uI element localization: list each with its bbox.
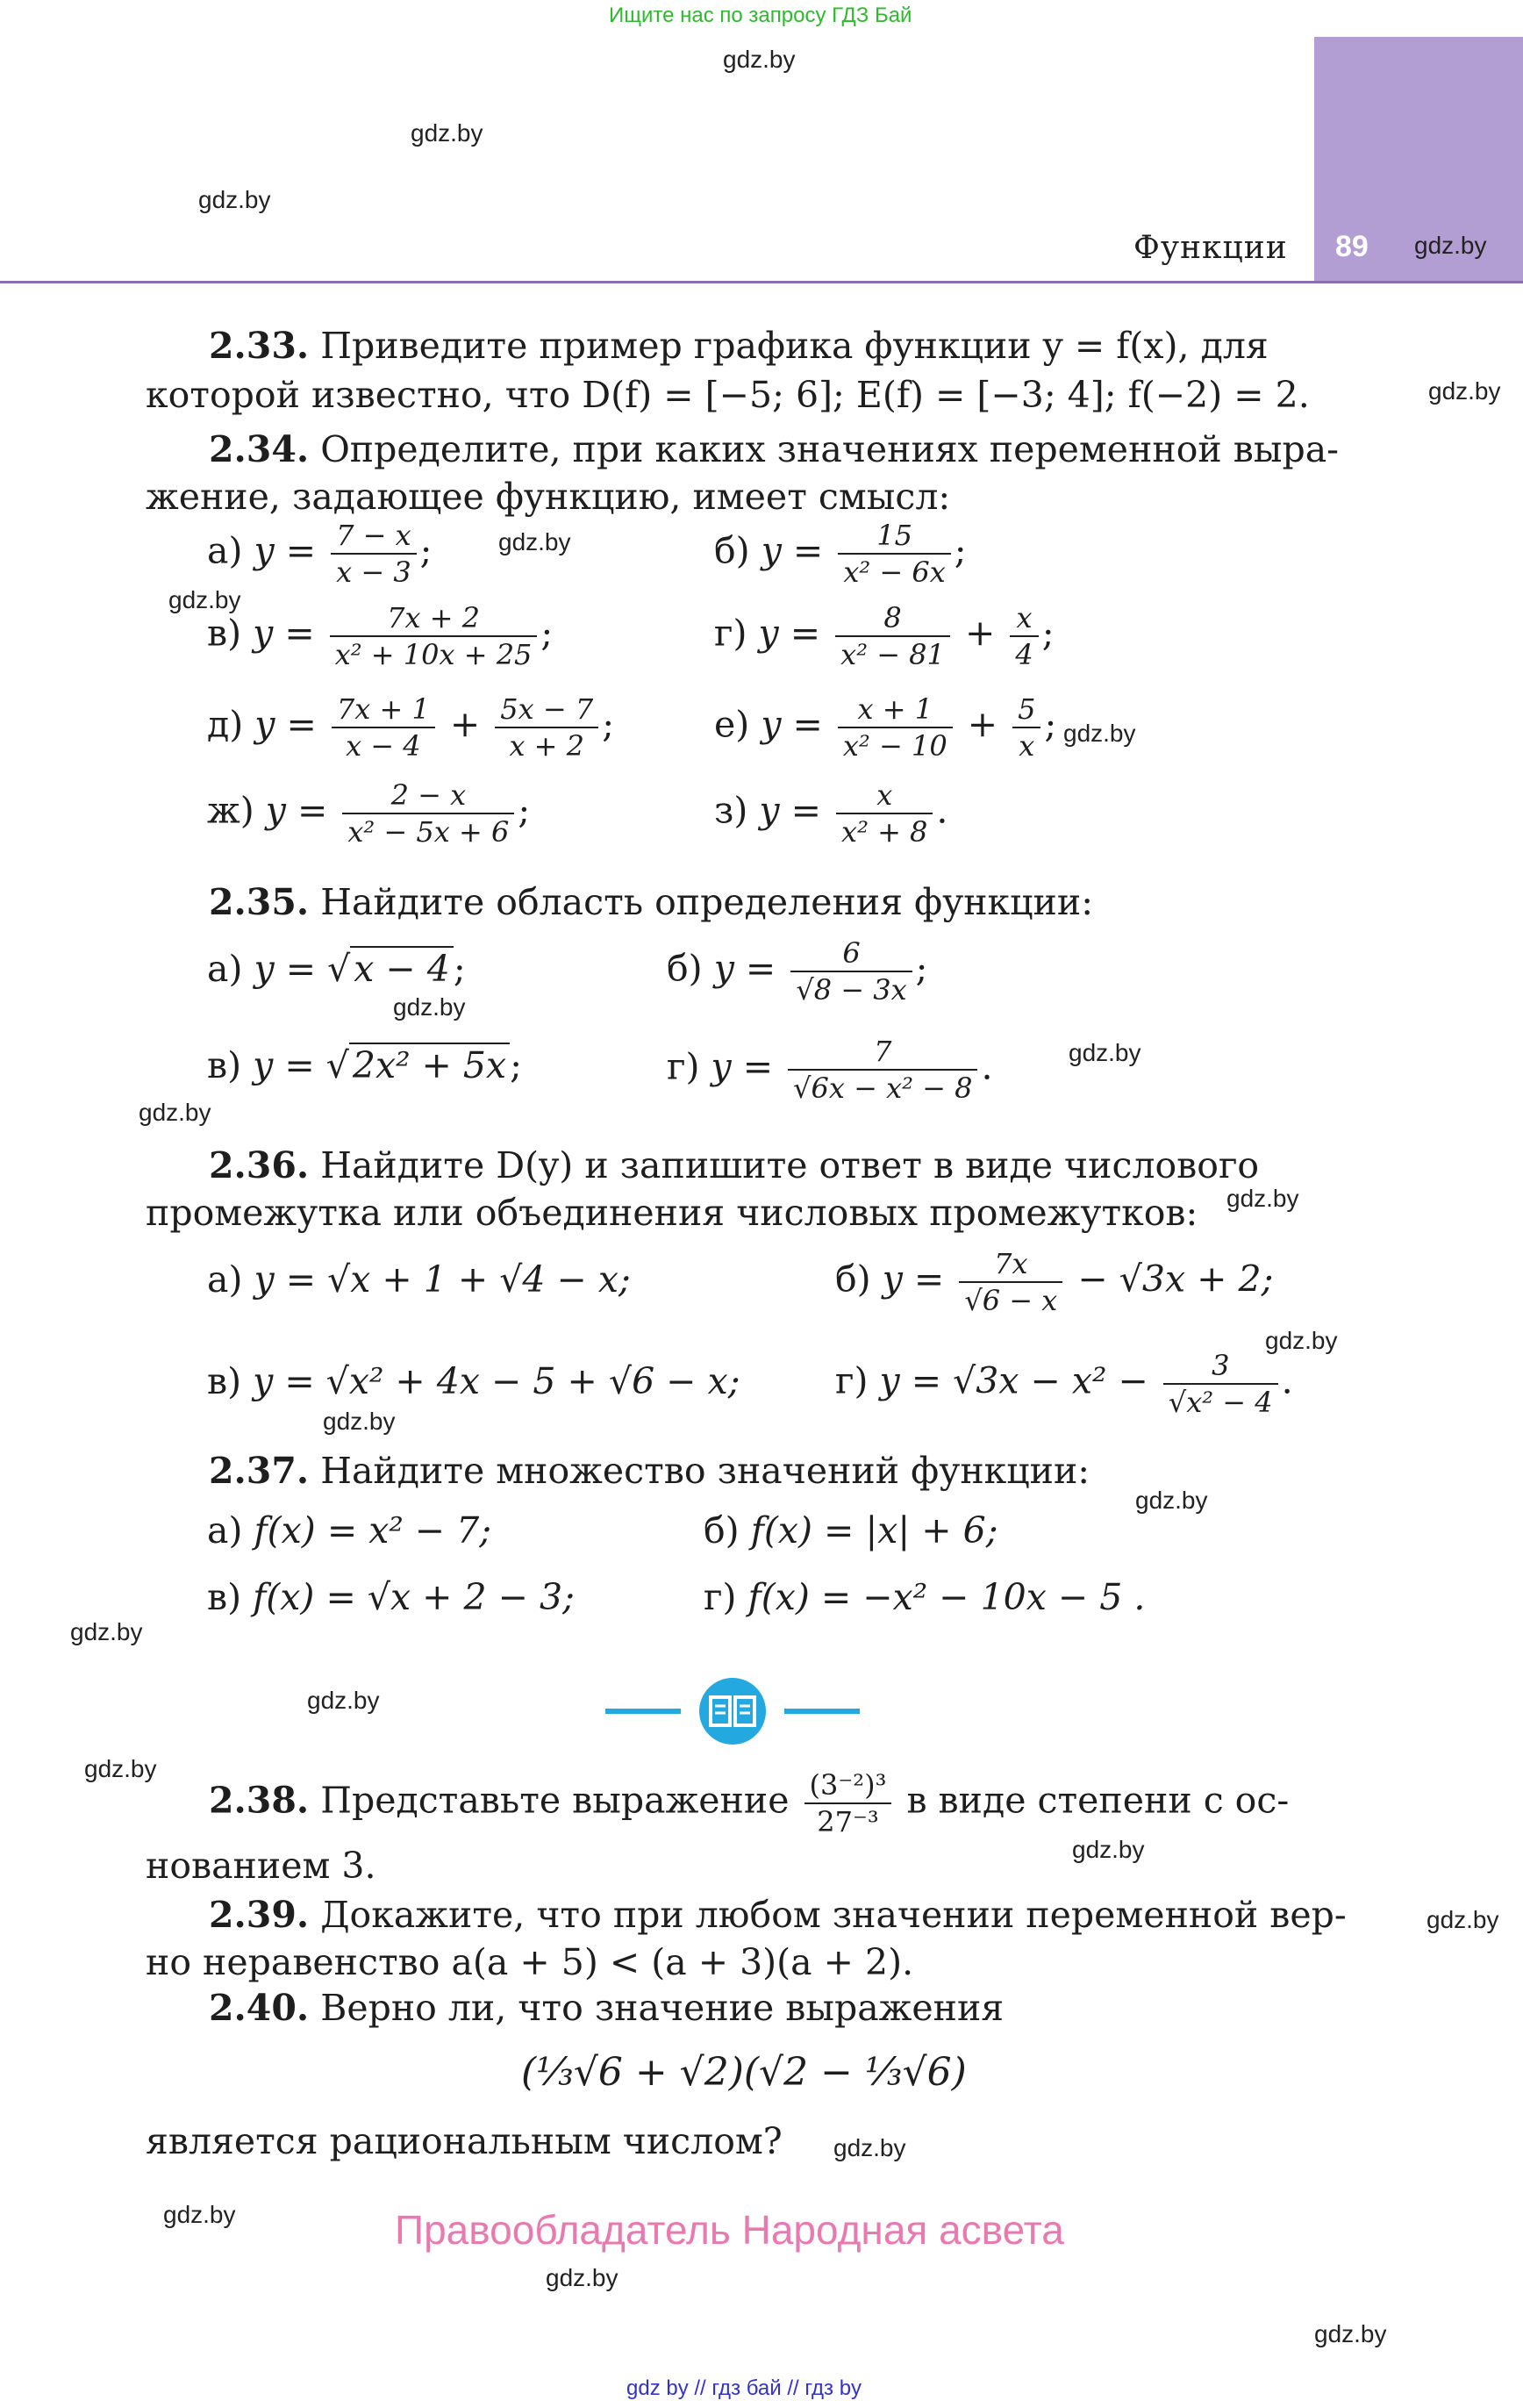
problem-number: 2.34. [209, 428, 310, 470]
item-236-a: а) y = √x + 1 + √4 − x; [207, 1258, 631, 1301]
problem-239-line1: 2.39. Докажите, что при любом значении переменной вер- [209, 1894, 1347, 1936]
item-234-g: г) y = $\frac{8}{\text{x² − 81}}$ + $\frac{x}{4}$ ; [714, 601, 1055, 671]
watermark: gdz.by [1265, 1327, 1338, 1354]
item-234-a: а) y = $\frac{7 - x}{x - 3}$ ; [207, 519, 433, 589]
copyright-notice: Правообладатель Народная асвета [395, 2207, 1064, 2253]
item-234-e: е) y = $\frac{x + 1}{\text{x² − 10}}$ + $\frac{5}{x}$ ; [714, 692, 1057, 763]
item-237-v: в) f(x) = √x + 2 − 3; [207, 1576, 575, 1618]
problem-235-line1: 2.35. Найдите область определения функции: [209, 881, 1094, 923]
watermark: gdz.by [1069, 1039, 1141, 1066]
watermark: gdz.by [139, 1099, 211, 1126]
problem-239-line2: но неравенство a(a + 5) < (a + 3)(a + 2). [146, 1941, 914, 1983]
watermark: gdz.by [1072, 1836, 1145, 1863]
watermark: gdz.by [1135, 1487, 1208, 1514]
watermark: gdz.by [84, 1755, 157, 1782]
problem-234-line2: жение, задающее функцию, имеет смысл: [146, 476, 951, 518]
problem-238-line1: 2.38. Представьте выражение $\frac{\text{(3⁻²)³}}{\text{27⁻³}}$ в виде степени с ос- [209, 1768, 1290, 1838]
watermark: gdz.by [1428, 377, 1501, 405]
item-235-b: б) y = $\frac{6}{√8 - 3x}$ ; [667, 936, 928, 1007]
watermark: gdz.by [198, 186, 271, 213]
watermark: gdz.by [168, 586, 241, 613]
watermark: gdz.by [546, 2264, 618, 2291]
item-234-b: б) y = $\frac{15}{\text{x² − 6x}}$ ; [714, 519, 967, 589]
page-number: 89 [1335, 230, 1369, 263]
problem-number: 2.39. [209, 1894, 310, 1936]
watermark: gdz.by [393, 993, 466, 1021]
problem-240-expression: (⅓√6 + √2)(√2 − ⅓√6) [521, 2050, 967, 2095]
watermark: gdz.by [70, 1618, 143, 1645]
watermark: gdz.by [1314, 2320, 1387, 2347]
watermark: gdz.by [498, 528, 571, 555]
watermark: gdz.by [1426, 1906, 1499, 1933]
problem-number: 2.33. [209, 325, 310, 367]
watermark: gdz.by [723, 46, 796, 73]
top-note: Ищите нас по запросу ГДЗ Бай [609, 4, 912, 27]
watermark: gdz.by [307, 1687, 380, 1714]
item-235-g: г) y = $\frac{7}{\text{√6x − x² − 8}}$ . [667, 1035, 993, 1105]
item-237-b: б) f(x) = |x| + 6; [704, 1509, 998, 1552]
watermark: gdz.by [833, 2134, 906, 2161]
item-235-a: а) y = √x − 4; [207, 948, 466, 990]
problem-number: 2.35. [209, 881, 310, 923]
problem-number: 2.38. [209, 1779, 310, 1822]
item-234-zh: ж) y = $\frac{2 - x}{\text{x² − 5x + 6}}$ ; [207, 778, 531, 849]
watermark: gdz.by [323, 1408, 396, 1435]
header-divider [0, 281, 1523, 283]
problem-number: 2.36. [209, 1144, 310, 1186]
item-234-v: в) y = $\frac{7x + 2}{\text{x² + 10x + 25}}$ ; [207, 601, 554, 671]
problem-236-line2: промежутка или объединения числовых промежутков: [146, 1192, 1198, 1234]
item-236-b: б) y = $\frac{7x}{√6 - x}$ − √3x + 2; [835, 1247, 1274, 1317]
problem-240-line1: 2.40. Верно ли, что значение выражения [209, 1987, 1005, 2029]
problem-234-line1: 2.34. Определите, при каких значениях переменной выра- [209, 428, 1340, 470]
item-237-g: г) f(x) = −x² − 10x − 5 . [704, 1576, 1146, 1618]
item-234-d: д) y = $\frac{7x + 1}{x - 4}$ + $\frac{5x - 7}{x + 2}$ ; [207, 692, 615, 763]
problem-number: 2.40. [209, 1987, 310, 2029]
watermark: gdz.by [1414, 232, 1487, 259]
watermark: gdz.by [1226, 1185, 1299, 1212]
section-title: Функции [1133, 230, 1288, 266]
item-236-v: в) y = √x² + 4x − 5 + √6 − x; [207, 1360, 740, 1402]
problem-237-line1: 2.37. Найдите множество значений функции: [209, 1450, 1090, 1492]
problem-number: 2.37. [209, 1450, 310, 1492]
book-icon [605, 1676, 860, 1746]
item-237-a: а) f(x) = x² − 7; [207, 1509, 492, 1552]
problem-236-line1: 2.36. Найдите D(y) и запишите ответ в виде числового [209, 1144, 1260, 1186]
item-234-z: з) y = $\frac{x}{\text{x² + 8}}$ . [714, 778, 948, 849]
watermark: gdz.by [411, 119, 483, 147]
problem-240-line2: является рациональным числом? [146, 2120, 783, 2162]
watermark: gdz.by [1063, 720, 1136, 747]
problem-233-line1: 2.33. Приведите пример графика функции y = f(x), для [209, 325, 1269, 367]
problem-233-line2: которой известно, что D(f) = [−5; 6]; E(f) = [−3; 4]; f(−2) = 2. [146, 374, 1310, 416]
problem-238-line2: нованием 3. [146, 1845, 376, 1887]
item-236-g: г) y = √3x − x² − $\frac{3}{\text{√x² − 4}}$ . [835, 1349, 1293, 1419]
bottom-links[interactable]: gdz by // гдз бай // гдз by [626, 2376, 862, 2400]
watermark: gdz.by [163, 2201, 236, 2228]
item-235-v: в) y = √2x² + 5x; [207, 1044, 522, 1086]
section-ornament [605, 1676, 860, 1750]
